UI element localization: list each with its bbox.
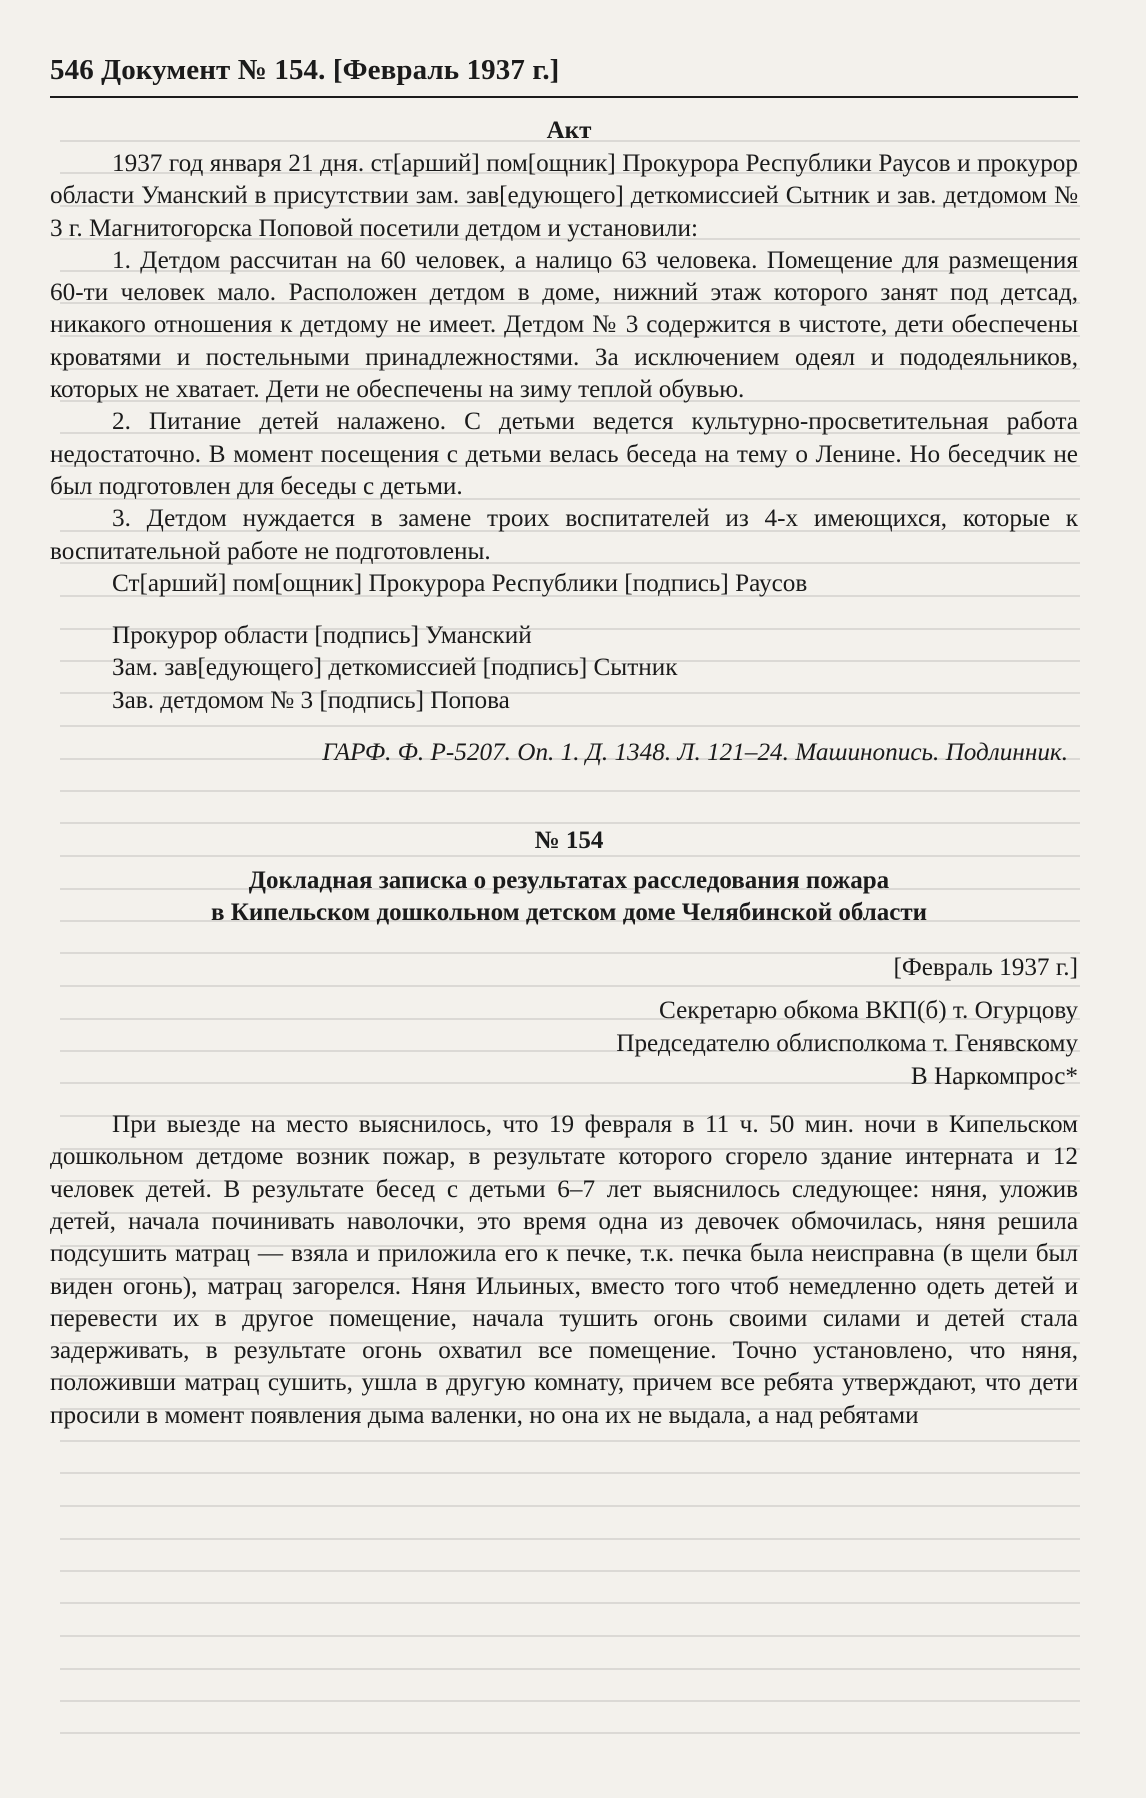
document-title: [50, 865, 1078, 929]
document-page: [50, 52, 1078, 1432]
document-number: № 154: [534, 827, 604, 855]
signature-line: Зам. зав[едующего] деткомиссией [подпись] Сытник: [112, 654, 678, 682]
akt-title: Акт: [546, 117, 592, 144]
akt-point-1: 1. Детдом рассчитан на 60 человек, а налицо 63 человека. Помещение для размещения 60-ти человек мало. Расположен детдом в доме, нижний этаж которого занят под детсад, никакого отношения к детдому не имеет. Детдом № 3 содержится в чистоте, дети обеспечены кроватями и постельными принадлежностями. За исключением одеял и пододеяльников, которых не хватает. Дети не обеспечены на зиму теплой обувью.: [50, 246, 1078, 404]
report-body-paragraph: При выезде на место выяснилось, что 19 февраля в 11 ч. 50 мин. ночи в Кипельском дошкольном детдоме возник пожар, в результате которого сгорело здание интерната и 12 человек детей. В результате бесед с детьми 6–7 лет выяснилось следующее: няня, уложив детей, начала починивать наволочки, это время одна из девочек обмочилась, няня решила подсушить матрац — взяла и приложила его к печке, т.к. печка была неисправна (в щели был виден огонь), матрац загорелся. Няня Ильиных, вместо того чтоб немедленно одеть детей и перевести их в другое помещение, начала тушить огонь своими силами и детей стала задерживать, в результате огонь охватил все помещение. Точно установлено, что няня, положивши матрац сушить, ушла в другую комнату, причем все ребята утверждают, что дети просили в момент появления дыма валенки, но она их не выдала, а над ребятами: [50, 1111, 1078, 1429]
signature-line: Зав. детдомом № 3 [подпись] Попова: [112, 686, 510, 714]
akt-point-2: 2. Питание детей налажено. С детьми ведется культурно-просветительная работа недостаточно. В момент посещения с детьми велась беседа на тему о Ленине. Но беседчик не был подготовлен для беседы с детьми.: [50, 408, 1078, 500]
archive-source-citation: ГАРФ. Ф. Р-5207. Оп. 1. Д. 1348. Л. 121–24. Машинопись. Подлинник.: [322, 739, 1068, 767]
addressee-line: В Наркомпрос*: [910, 1063, 1078, 1091]
signature-line: Ст[арший] пом[ощник] Прокурора Республики [подпись] Раусов: [112, 569, 808, 597]
addressee-line: Секретарю обкома ВКП(б) т. Огурцову: [658, 997, 1078, 1025]
addressee-line: Председателю облисполкома т. Генявскому: [616, 1030, 1078, 1058]
document-title-line: в Кипельском дошкольном детском доме Челябинской области: [210, 899, 928, 927]
akt-point-3: 3. Детдом нуждается в замене троих воспитателей из 4-х имеющихся, которые к воспитательной работе не подготовлены.: [50, 505, 1078, 565]
akt-intro-paragraph: 1937 год января 21 дня. ст[арший] пом[ощник] Прокурора Республики Раусов и прокурор области Уманский в присутствии зам. зав[едующего] деткомиссией Сытник и зав. детдомом № 3 г. Магнитогорска Поповой посетили детдом и установили:: [50, 150, 1078, 242]
running-head: 546 Документ № 154. [Февраль 1937 г.]: [50, 52, 1078, 98]
signature-line: Прокурор области [подпись] Уманский: [112, 622, 532, 650]
document-date: [Февраль 1937 г.]: [893, 954, 1078, 982]
document-title-line: Докладная записка о результатах расследования пожара: [248, 867, 890, 895]
